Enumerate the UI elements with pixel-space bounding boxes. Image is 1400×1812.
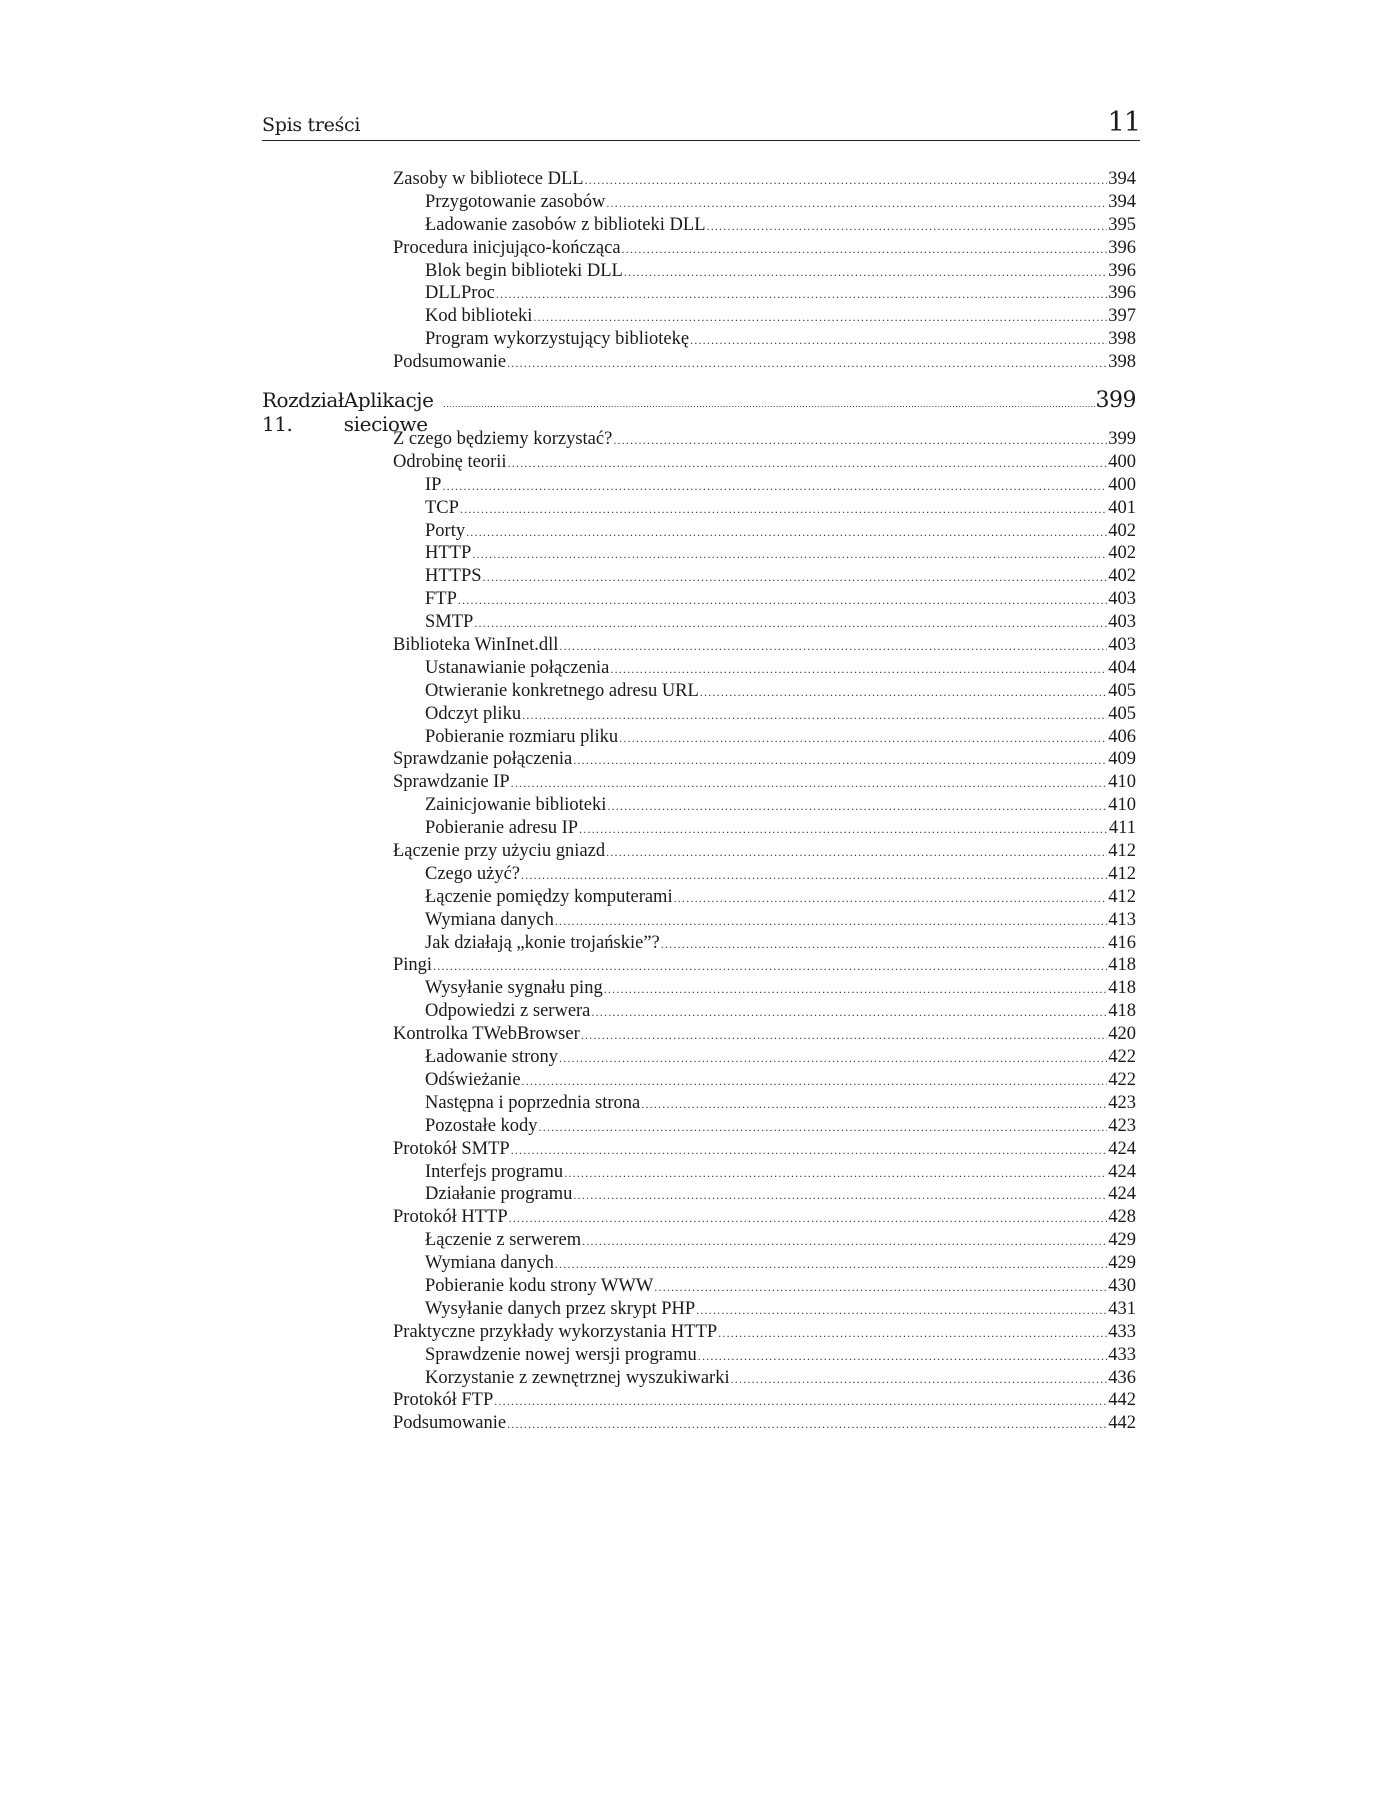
toc-entry-label: Interfejs programu [425, 1161, 564, 1182]
dot-leader [624, 261, 1107, 284]
dot-leader [555, 1253, 1107, 1276]
toc-entry-label: Podsumowanie [393, 352, 507, 373]
toc-entry-label: FTP [425, 589, 457, 610]
toc-entry-page: 418 [1108, 978, 1136, 999]
toc-subsection-entry[interactable] [393, 932, 1136, 955]
dot-leader [690, 329, 1107, 352]
toc-entry-page: 406 [1108, 726, 1136, 747]
toc-subsection-entry[interactable] [393, 565, 1136, 588]
toc-subsection-entry[interactable] [393, 305, 1136, 328]
toc-subsection-entry[interactable] [393, 611, 1136, 634]
toc-entry-label: Pozostałe kody [425, 1115, 538, 1136]
toc-entry-label: Jak działają „konie trojańskie”? [425, 932, 660, 953]
dot-leader [494, 1390, 1107, 1413]
dot-leader [579, 818, 1108, 841]
dot-leader [661, 933, 1108, 956]
toc-entry-label: Czego użyć? [425, 863, 521, 884]
toc-entry-label: Ładowanie strony [425, 1047, 559, 1068]
toc-entry-page: 402 [1108, 520, 1136, 541]
toc-entry-page: 397 [1108, 306, 1136, 327]
toc-entry-label: Następna i poprzednia strona [425, 1092, 641, 1113]
toc-entry-label: Odpowiedzi z serwera [425, 1001, 591, 1022]
toc-entry-page: 405 [1108, 703, 1136, 724]
toc-entry-label: Korzystanie z zewnętrznej wyszukiwarki [425, 1367, 730, 1388]
toc-entry-page: 398 [1108, 329, 1136, 350]
toc-subsection-entry[interactable] [393, 726, 1136, 749]
toc-subsection-entry[interactable] [393, 1069, 1136, 1092]
toc-subsection-entry[interactable] [393, 794, 1136, 817]
toc-entry-label: Program wykorzystujący bibliotekę [425, 329, 690, 350]
toc-subsection-entry[interactable] [393, 1344, 1136, 1367]
chapter-title: Aplikacje sieciowe [343, 388, 434, 436]
toc-entry-label: Blok begin biblioteki DLL [425, 260, 623, 281]
toc-entry-label: Procedura inicjująco-kończąca [393, 237, 621, 258]
toc-entry-label: Odczyt pliku [425, 703, 522, 724]
toc-entry-label: Wysyłanie sygnału ping [425, 978, 603, 999]
toc-entry-label: SMTP [425, 612, 474, 633]
toc-entry-page: 420 [1108, 1024, 1136, 1045]
dot-leader [610, 658, 1107, 681]
toc-entry-page: 396 [1108, 260, 1136, 281]
toc-section-entry[interactable] [393, 1206, 1136, 1229]
toc-entry-page: 416 [1108, 932, 1136, 953]
toc-subsection-entry[interactable] [393, 657, 1136, 680]
toc-entry-label: Pobieranie rozmiaru pliku [425, 726, 619, 747]
toc-entry-page: 412 [1108, 886, 1136, 907]
chapter-heading[interactable] [262, 388, 1136, 436]
dot-leader [522, 704, 1107, 727]
toc-section-entry[interactable] [393, 1321, 1136, 1344]
toc-entry-page: 412 [1108, 863, 1136, 884]
dot-leader [539, 1116, 1108, 1139]
toc-entry-label: Wysyłanie danych przez skrypt PHP [425, 1298, 696, 1319]
toc-subsection-entry[interactable] [393, 1275, 1136, 1298]
toc-entry-page: 410 [1108, 772, 1136, 793]
toc-entry-page: 424 [1108, 1161, 1136, 1182]
toc-entry-page: 422 [1108, 1069, 1136, 1090]
dot-leader [466, 521, 1107, 544]
toc-entry-page: 403 [1108, 589, 1136, 610]
dot-leader [585, 169, 1108, 192]
toc-subsection-entry[interactable] [393, 1000, 1136, 1023]
toc-section-entry[interactable] [393, 771, 1136, 794]
toc-subsection-entry[interactable] [393, 1367, 1136, 1390]
toc-entry-page: 442 [1108, 1390, 1136, 1411]
toc-entry-page: 424 [1108, 1184, 1136, 1205]
toc-entry-label: Porty [425, 520, 466, 541]
dot-leader [641, 1093, 1107, 1116]
toc-subsection-entry[interactable] [393, 1229, 1136, 1252]
dot-leader [582, 1230, 1107, 1253]
dot-leader [508, 452, 1108, 475]
toc-entry-page: 409 [1108, 749, 1136, 770]
toc-entry-page: 403 [1108, 612, 1136, 633]
toc-entry-label: HTTPS [425, 566, 482, 587]
toc-subsection-entry[interactable] [393, 817, 1136, 840]
dot-leader [433, 955, 1107, 978]
toc-entry-label: IP [425, 474, 442, 495]
toc-subsection-entry[interactable] [393, 703, 1136, 726]
dot-leader [698, 1345, 1107, 1368]
dot-leader [511, 1139, 1108, 1162]
toc-section-chapter-11 [393, 428, 1136, 1435]
toc-section-entry[interactable] [393, 1389, 1136, 1412]
toc-section-entry[interactable] [393, 634, 1136, 657]
dot-leader [507, 1413, 1107, 1436]
toc-entry-label: Ustanawianie połączenia [425, 657, 610, 678]
toc-entry-page: 401 [1108, 497, 1136, 518]
toc-subsection-entry[interactable] [393, 1161, 1136, 1184]
toc-subsection-entry[interactable] [393, 282, 1136, 305]
chapter-number: Rozdział 11. [262, 388, 344, 436]
toc-entry-label: Działanie programu [425, 1184, 573, 1205]
toc-entry-label: Łączenie przy użyciu gniazd [393, 841, 606, 862]
dot-leader [458, 589, 1107, 612]
dot-leader [509, 1207, 1108, 1230]
toc-entry-page: 404 [1108, 657, 1136, 678]
toc-subsection-entry[interactable] [393, 214, 1136, 237]
toc-subsection-entry[interactable] [393, 1115, 1136, 1138]
toc-entry-label: Kontrolka TWebBrowser [393, 1024, 580, 1045]
toc-entry-page: 399 [1108, 429, 1136, 449]
toc-section-entry[interactable] [393, 748, 1136, 771]
toc-entry-page: 396 [1108, 283, 1136, 304]
toc-entry-page: 412 [1108, 841, 1136, 862]
toc-entry-label: Łączenie pomiędzy komputerami [425, 886, 673, 907]
dot-leader [591, 1001, 1107, 1024]
toc-entry-label: TCP [425, 497, 459, 518]
toc-subsection-entry[interactable] [393, 588, 1136, 611]
toc-entry-label: Sprawdzanie IP [393, 772, 510, 793]
toc-subsection-entry[interactable] [393, 1092, 1136, 1115]
dot-leader [700, 681, 1107, 704]
chapter-page-number: 399 [1095, 388, 1136, 413]
dot-leader [533, 306, 1107, 329]
toc-entry-page: 418 [1108, 955, 1136, 976]
dot-leader [622, 238, 1108, 261]
dot-leader [731, 1368, 1108, 1391]
toc-entry-page: 402 [1108, 543, 1136, 564]
dot-leader [696, 1299, 1107, 1322]
toc-entry-label: Podsumowanie [393, 1413, 507, 1434]
toc-entry-label: Wymiana danych [425, 909, 554, 930]
toc-entry-page: 442 [1108, 1413, 1136, 1434]
toc-subsection-entry[interactable] [393, 542, 1136, 565]
dot-leader [559, 1047, 1107, 1070]
toc-entry-label: DLLProc [425, 283, 495, 304]
toc-section-entry[interactable] [393, 168, 1136, 191]
toc-section-entry[interactable] [393, 954, 1136, 977]
toc-entry-label: Odświeżanie [425, 1069, 521, 1090]
toc-entry-page: 418 [1108, 1001, 1136, 1022]
toc-entry-label: Praktyczne przykłady wykorzystania HTTP [393, 1321, 718, 1342]
dot-leader [483, 566, 1108, 589]
toc-section-entry[interactable] [393, 428, 1136, 451]
toc-entry-label: Protokół SMTP [393, 1138, 510, 1159]
toc-section-entry[interactable] [393, 451, 1136, 474]
toc-entry-page: 413 [1108, 909, 1136, 930]
dot-leader [707, 215, 1108, 238]
toc-entry-page: 395 [1108, 214, 1136, 235]
dot-leader [521, 864, 1107, 887]
toc-section-entry[interactable] [393, 1023, 1136, 1046]
toc-entry-page: 411 [1108, 818, 1136, 839]
toc-entry-page: 429 [1108, 1230, 1136, 1251]
toc-entry-page: 428 [1108, 1207, 1136, 1228]
dot-leader [511, 772, 1108, 795]
running-title: Spis treści [262, 114, 361, 136]
dot-leader [718, 1322, 1107, 1345]
toc-entry-page: 423 [1108, 1115, 1136, 1136]
dot-leader [606, 192, 1107, 215]
toc-entry-label: Zainicjowanie biblioteki [425, 795, 607, 816]
toc-subsection-entry[interactable] [393, 191, 1136, 214]
toc-subsection-entry[interactable] [393, 863, 1136, 886]
toc-subsection-entry[interactable] [393, 886, 1136, 909]
toc-subsection-entry[interactable] [393, 977, 1136, 1000]
toc-subsection-entry[interactable] [393, 520, 1136, 543]
toc-entry-label: Przygotowanie zasobów [425, 191, 606, 212]
toc-section-entry[interactable] [393, 840, 1136, 863]
toc-entry-label: Sprawdzanie połączenia [393, 749, 573, 770]
dot-leader [573, 749, 1107, 772]
dot-leader [674, 887, 1108, 910]
toc-entry-page: 436 [1108, 1367, 1136, 1388]
toc-entry-label: Zasoby w bibliotece DLL [393, 169, 584, 189]
toc-entry-page: 400 [1108, 451, 1136, 472]
toc-entry-label: Wymiana danych [425, 1253, 554, 1274]
toc-entry-page: 430 [1108, 1275, 1136, 1296]
dot-leader [496, 283, 1107, 306]
toc-entry-page: 433 [1108, 1321, 1136, 1342]
dot-leader [474, 612, 1107, 635]
toc-subsection-entry[interactable] [393, 1252, 1136, 1275]
dot-leader [573, 1184, 1107, 1207]
toc-section-previous-chapter [393, 168, 1136, 374]
toc-section-entry[interactable] [393, 1138, 1136, 1161]
toc-entry-page: 410 [1108, 795, 1136, 816]
toc-entry-page: 402 [1108, 566, 1136, 587]
dot-leader [613, 429, 1107, 452]
toc-section-entry[interactable] [393, 1412, 1136, 1435]
running-header [262, 100, 1140, 141]
toc-entry-page: 429 [1108, 1253, 1136, 1274]
toc-entry-page: 400 [1108, 474, 1136, 495]
toc-entry-label: Protokół FTP [393, 1390, 494, 1411]
toc-subsection-entry[interactable] [393, 497, 1136, 520]
toc-entry-page: 394 [1108, 191, 1136, 212]
toc-entry-label: Łączenie z serwerem [425, 1230, 582, 1251]
dot-leader [619, 727, 1107, 750]
toc-entry-label: Pobieranie adresu IP [425, 818, 579, 839]
dot-leader [555, 910, 1107, 933]
dot-leader [564, 1162, 1107, 1185]
toc-entry-page: 422 [1108, 1047, 1136, 1068]
toc-entry-page: 405 [1108, 680, 1136, 701]
toc-entry-label: Odrobinę teorii [393, 451, 507, 472]
dot-leader [472, 543, 1107, 566]
toc-entry-page: 433 [1108, 1344, 1136, 1365]
toc-subsection-entry[interactable] [393, 328, 1136, 351]
dot-leader [443, 400, 1094, 409]
toc-subsection-entry[interactable] [393, 260, 1136, 283]
dot-leader [654, 1276, 1107, 1299]
toc-entry-label: Protokół HTTP [393, 1207, 508, 1228]
dot-leader [606, 841, 1107, 864]
dot-leader [442, 475, 1107, 498]
toc-entry-label: Pingi [393, 955, 433, 976]
toc-subsection-entry[interactable] [393, 1046, 1136, 1069]
toc-entry-label: Biblioteka WinInet.dll [393, 635, 559, 656]
toc-entry-page: 403 [1108, 635, 1136, 656]
dot-leader [604, 978, 1108, 1001]
toc-entry-page: 396 [1108, 237, 1136, 258]
toc-subsection-entry[interactable] [393, 474, 1136, 497]
toc-entry-page: 423 [1108, 1092, 1136, 1113]
toc-entry-label: Sprawdzenie nowej wersji programu [425, 1344, 697, 1365]
toc-subsection-entry[interactable] [393, 1183, 1136, 1206]
toc-subsection-entry[interactable] [393, 680, 1136, 703]
dot-leader [522, 1070, 1108, 1093]
toc-entry-label: HTTP [425, 543, 472, 564]
dot-leader [607, 795, 1107, 818]
toc-entry-label: Pobieranie kodu strony WWW [425, 1275, 654, 1296]
toc-entry-page: 394 [1108, 169, 1136, 189]
toc-entry-label: Kod biblioteki [425, 306, 533, 327]
toc-section-entry[interactable] [393, 351, 1136, 374]
page-number: 11 [1107, 107, 1140, 138]
toc-subsection-entry[interactable] [393, 1298, 1136, 1321]
toc-section-entry[interactable] [393, 237, 1136, 260]
dot-leader [581, 1024, 1108, 1047]
dot-leader [460, 498, 1107, 521]
toc-entry-page: 424 [1108, 1138, 1136, 1159]
toc-subsection-entry[interactable] [393, 909, 1136, 932]
toc-entry-label: Otwieranie konkretnego adresu URL [425, 680, 699, 701]
dot-leader [559, 635, 1107, 658]
toc-entry-label: Z czego będziemy korzystać? [393, 429, 613, 449]
toc-entry-page: 398 [1108, 352, 1136, 373]
toc-entry-page: 431 [1108, 1298, 1136, 1319]
toc-entry-label: Ładowanie zasobów z biblioteki DLL [425, 214, 706, 235]
dot-leader [507, 352, 1107, 375]
